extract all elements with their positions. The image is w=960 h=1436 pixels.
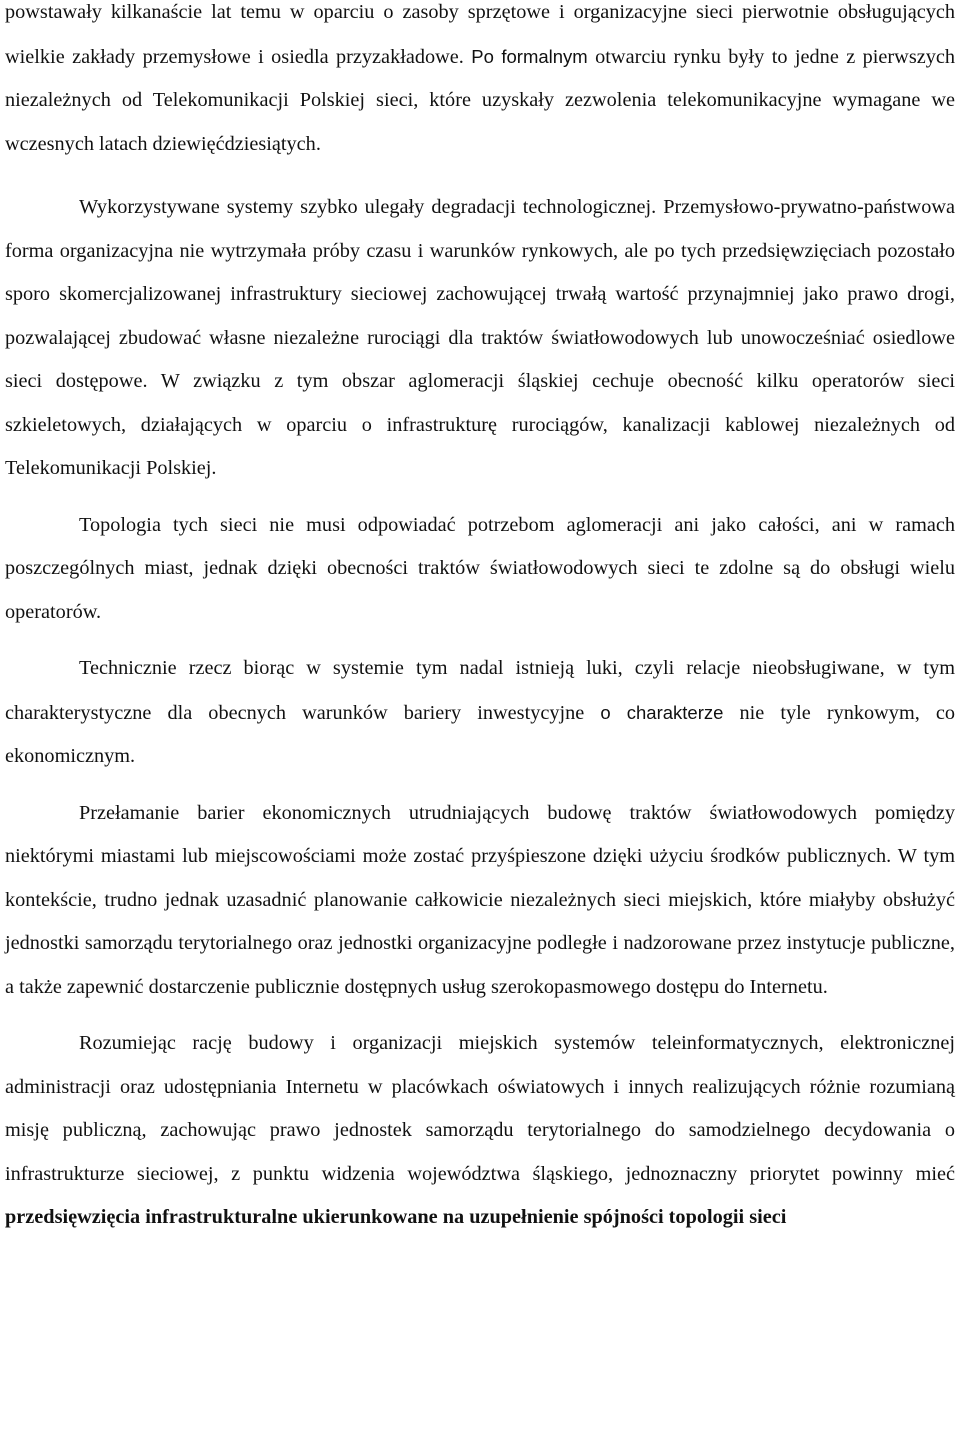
paragraph-2-text: Wykorzystywane systemy szybko ulegały degradacji technologicznej. Przemysłowo-prywatno-państwowa forma organizacyjna nie wytrzymała próby czasu i warunków rynkowych, ale po tych przedsięwzięciach pozostało sporo skomercjalizowanej infrastruktury sieciowej zachowującej trwałą wartość przynajmniej jako prawo drogi, pozwalającej zbudować własne niezależne rurociągi dla traktów światłowodowych lub unowocześniać osiedlowe sieci dostępowe. W związku z tym obszar aglomeracji śląskiej cechuje obecność kilku operatorów sieci szkieletowych, działających w oparciu o infrastrukturę rurociągów, kanalizacji kablowej niezależnych od Telekomunikacji Polskiej. <box>5 196 955 479</box>
document-body <box>5 0 955 1240</box>
paragraph-6-before: Rozumiejąc rację budowy i organizacji miejskich systemów teleinformatycznych, elektronicznej administracji oraz udostępniania Internetu w placówkach oświatowych i innych realizujących różnie rozumianą misję publiczną, zachowując prawo jednostek samorządu terytorialnego do samodzielnego decydowania o infrastrukturze sieciowej, z punktu widzenia województwa śląskiego, jednoznaczny priorytet powinny mieć <box>5 1032 955 1185</box>
paragraph-1 <box>5 0 955 166</box>
paragraph-6 <box>5 1022 955 1240</box>
paragraph-1-sans-run: Po formalnym <box>471 45 588 67</box>
paragraph-5-text: Przełamanie barier ekonomicznych utrudniających budowę traktów światłowodowych pomiędzy niektórymi miastami lub miejscowościami może zostać przyśpieszone dzięki użyciu środków publicznych. W tym kontekście, trudno jednak uzasadnić planowanie całkowicie niezależnych sieci miejskich, które miałyby obsłużyć jednostki samorządu terytorialnego oraz jednostki organizacyjne podległe i nadzorowane przez instytucje publiczne, a także zapewnić dostarczenie publicznie dostępnych usług szerokopasmowego dostępu do Internetu. <box>5 801 955 998</box>
paragraph-3 <box>5 504 955 635</box>
paragraph-1-rest: otwarciu rynku były to jedne z pierwszych niezależnych od Telekomunikacji Polskiej sieci, które uzyskały zezwolenia telekomunikacyjne wymagane we wczesnych latach dziewięćdziesiątych. <box>5 45 955 155</box>
paragraph-1-line-1: powstawały kilkanaście lat temu w oparciu o zasoby sprzętowe i organizacyjne sieci pierwotnie obsługujących wielkie zakłady przemysłowe i osiedla przyzakładowe. <box>5 1 955 68</box>
paragraph-4 <box>5 647 955 779</box>
paragraph-4-sans-run: o charakterze <box>600 701 724 723</box>
paragraph-5 <box>5 792 955 1010</box>
paragraph-4-after: nie tyle rynkowym, co ekonomicznym. <box>5 701 955 767</box>
paragraph-2 <box>5 186 955 491</box>
paragraph-4-before: Technicznie rzecz biorąc w systemie tym nadal istnieją luki, czyli relacje nieobsługiwane, w tym charakterystyczne dla obecnych warunków bariery inwestycyjne <box>5 657 955 724</box>
paragraph-6-bold: przedsięwzięcia infrastrukturalne ukierunkowane na uzupełnienie spójności topologii sieci <box>5 1206 787 1228</box>
paragraph-3-text: Topologia tych sieci nie musi odpowiadać potrzebom aglomeracji ani jako całości, ani w ramach poszczególnych miast, jednak dzięki obecności traktów światłowodowych sieci te zdolne są do obsługi wielu operatorów. <box>5 513 955 623</box>
